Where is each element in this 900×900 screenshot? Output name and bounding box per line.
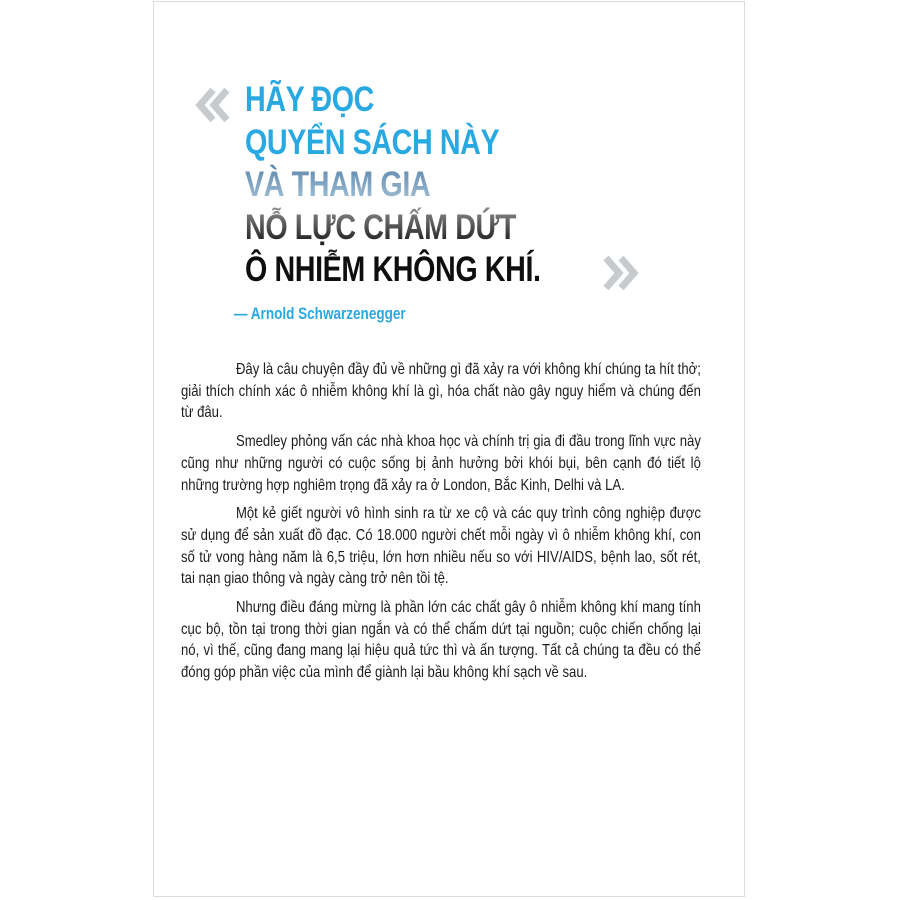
quote-line-2: QUYỂN SÁCH NÀY xyxy=(245,122,500,162)
body-text xyxy=(181,359,701,691)
quote-line-4: NỖ LỰC CHẤM DỨT xyxy=(245,207,541,250)
quote-line-3: VÀ THAM GIA xyxy=(245,164,541,207)
quote-block xyxy=(245,79,541,292)
quote-line-5: Ô NHIỄM KHÔNG KHÍ. xyxy=(245,250,541,289)
close-guillemet-icon xyxy=(601,254,641,292)
quote-attribution: — Arnold Schwarzenegger xyxy=(234,305,406,323)
quote-line-1: HÃY ĐỌC xyxy=(245,80,374,119)
paragraph-4: Nhưng điều đáng mừng là phần lớn các chất gây ô nhiễm không khí mang tính cục bộ, tồn tại trong thời gian ngắn và có thể chấm dứt tại nguồn; cuộc chiến chống lại nó, vì thế, cũng đang mang lại hiệu quả tức thì và ấn tượng. Tất cả chúng ta đều có thể đóng góp phần việc của mình để giành lại bầu không khí sạch về sau. xyxy=(181,599,701,682)
book-page xyxy=(153,1,745,897)
open-guillemet-icon xyxy=(194,86,230,124)
paragraph-1: Đây là câu chuyện đầy đủ về những gì đã xảy ra với không khí chúng ta hít thở; giải thích chính xác ô nhiễm không khí là gì, hóa chất nào gây nguy hiểm và chúng đến từ đâu. xyxy=(181,361,701,422)
paragraph-3: Một kẻ giết người vô hình sinh ra từ xe cộ và các quy trình công nghiệp được sử dụng để sản xuất đồ đạc. Có 18.000 người chết mỗi ngày vì ô nhiễm không khí, con số tử vong hàng năm là 6,5 triệu, lớn hơn nhiều nếu so với HIV/AIDS, bệnh lao, sốt rét, tai nạn giao thông và ngày càng trở nên tồi tệ. xyxy=(181,505,701,588)
paragraph-2: Smedley phỏng vấn các nhà khoa học và chính trị gia đi đầu trong lĩnh vực này cũng như những người có cuộc sống bị ảnh hưởng bởi khói bụi, bên cạnh đó tiết lộ những trường hợp nghiêm trọng đã xảy ra ở London, Bắc Kinh, Delhi và LA. xyxy=(181,433,701,494)
